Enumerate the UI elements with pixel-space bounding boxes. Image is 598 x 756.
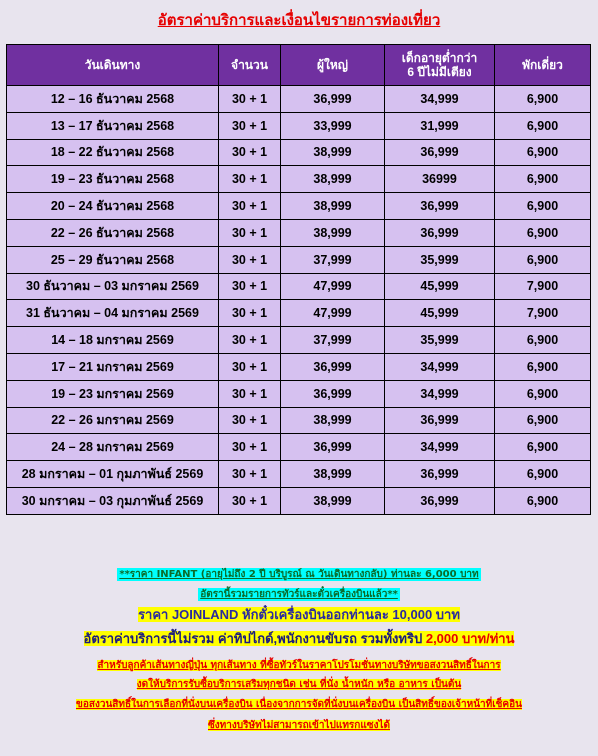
note-included <box>0 582 598 602</box>
note-tip-text: อัตราค่าบริการนี้ไม่รวม ค่าทิปไกด์,พนักงานขับรถ รวมทั้งทริป <box>83 631 423 646</box>
cell-single: 7,900 <box>495 273 591 300</box>
cell-child: 35,999 <box>385 327 495 354</box>
note-tip <box>0 628 598 649</box>
table-row <box>7 300 591 327</box>
cell-qty: 30 + 1 <box>219 219 281 246</box>
note-tip-highlight <box>84 631 515 646</box>
cell-child: 36,999 <box>385 487 495 514</box>
cell-date: 30 มกราคม – 03 กุมภาพันธ์ 2569 <box>7 487 219 514</box>
cell-child: 34,999 <box>385 380 495 407</box>
cell-qty: 30 + 1 <box>219 434 281 461</box>
cell-adult: 38,999 <box>281 139 385 166</box>
note-line5-text: สำหรับลูกค้าเส้นทางญี่ปุ่น ทุกเส้นทาง ที่ซื้อทัวร์ในราคาโปรโมชั่นทางบริษัทขอสงวนสิทธิ์ในการ <box>97 660 501 671</box>
cell-date: 14 – 18 มกราคม 2569 <box>7 327 219 354</box>
table-row <box>7 246 591 273</box>
table-row <box>7 112 591 139</box>
cell-single: 6,900 <box>495 246 591 273</box>
cell-child: 36,999 <box>385 407 495 434</box>
table-row <box>7 327 591 354</box>
table-body <box>7 86 591 515</box>
cell-single: 6,900 <box>495 86 591 113</box>
cell-child: 36999 <box>385 166 495 193</box>
cell-child: 35,999 <box>385 246 495 273</box>
header-qty: จำนวน <box>219 45 281 86</box>
note-joinland-text: ราคา JOINLAND หักตั๋วเครื่องบินออกท่านละ 10,000 บาท <box>138 607 460 622</box>
cell-date: 18 – 22 ธันวาคม 2568 <box>7 139 219 166</box>
note-line8 <box>0 718 598 733</box>
cell-qty: 30 + 1 <box>219 353 281 380</box>
table-row <box>7 353 591 380</box>
table-row <box>7 86 591 113</box>
note-line8-text: ซึ่งทางบริษัทไม่สามารถเข้าไปแทรกแซงได้ <box>208 720 390 731</box>
cell-qty: 30 + 1 <box>219 300 281 327</box>
cell-qty: 30 + 1 <box>219 166 281 193</box>
table-row <box>7 487 591 514</box>
table-row <box>7 380 591 407</box>
table-row <box>7 219 591 246</box>
cell-adult: 47,999 <box>281 273 385 300</box>
cell-single: 6,900 <box>495 487 591 514</box>
cell-adult: 36,999 <box>281 86 385 113</box>
cell-child: 36,999 <box>385 461 495 488</box>
cell-child: 45,999 <box>385 300 495 327</box>
header-child-line1: เด็กอายุต่ำกว่า <box>401 51 478 65</box>
table-row <box>7 193 591 220</box>
header-single: พักเดี่ยว <box>495 45 591 86</box>
cell-single: 6,900 <box>495 166 591 193</box>
cell-date: 19 – 23 มกราคม 2569 <box>7 380 219 407</box>
rates-table <box>6 44 591 515</box>
cell-adult: 38,999 <box>281 461 385 488</box>
table-header-row <box>7 45 591 86</box>
cell-single: 6,900 <box>495 353 591 380</box>
note-line6-text: งดให้บริการรับซื้อบริการเสริมทุกชนิด เช่น ที่นั่ง น้ำหนัก หรือ อาหาร เป็นต้น <box>136 679 462 690</box>
cell-adult: 47,999 <box>281 300 385 327</box>
table-row <box>7 461 591 488</box>
cell-date: 19 – 23 ธันวาคม 2568 <box>7 166 219 193</box>
cell-child: 34,999 <box>385 434 495 461</box>
cell-adult: 36,999 <box>281 353 385 380</box>
table-row <box>7 407 591 434</box>
cell-single: 6,900 <box>495 434 591 461</box>
cell-qty: 30 + 1 <box>219 112 281 139</box>
page-title: อัตราค่าบริการและเงื่อนไขรายการท่องเที่ยว <box>157 11 441 29</box>
cell-qty: 30 + 1 <box>219 246 281 273</box>
cell-date: 30 ธันวาคม – 03 มกราคม 2569 <box>7 273 219 300</box>
cell-date: 20 – 24 ธันวาคม 2568 <box>7 193 219 220</box>
cell-date: 12 – 16 ธันวาคม 2568 <box>7 86 219 113</box>
note-infant <box>0 562 598 582</box>
note-line5 <box>0 658 598 673</box>
cell-single: 6,900 <box>495 139 591 166</box>
cell-date: 31 ธันวาคม – 04 มกราคม 2569 <box>7 300 219 327</box>
header-adult: ผู้ใหญ่ <box>281 45 385 86</box>
cell-adult: 38,999 <box>281 166 385 193</box>
cell-child: 31,999 <box>385 112 495 139</box>
cell-child: 36,999 <box>385 193 495 220</box>
cell-adult: 38,999 <box>281 219 385 246</box>
cell-single: 6,900 <box>495 327 591 354</box>
cell-adult: 33,999 <box>281 112 385 139</box>
table-row <box>7 273 591 300</box>
cell-child: 36,999 <box>385 139 495 166</box>
note-included-text: อัตรานี้รวมรายการทัวร์และตั๋วเครื่องบินแล้ว** <box>200 589 398 600</box>
cell-date: 25 – 29 ธันวาคม 2568 <box>7 246 219 273</box>
cell-qty: 30 + 1 <box>219 327 281 354</box>
cell-adult: 37,999 <box>281 327 385 354</box>
cell-child: 36,999 <box>385 219 495 246</box>
note-infant-text: **ราคา INFANT (อายุไม่ถึง 2 ปี บริบูรณ์ ณ วันเดินทางกลับ) ท่านละ 6,000 บาท <box>119 569 479 580</box>
cell-qty: 30 + 1 <box>219 139 281 166</box>
cell-single: 6,900 <box>495 461 591 488</box>
cell-adult: 38,999 <box>281 193 385 220</box>
table-row <box>7 434 591 461</box>
table-row <box>7 139 591 166</box>
cell-date: 22 – 26 มกราคม 2569 <box>7 407 219 434</box>
note-tip-amount: 2,000 บาท/ท่าน <box>425 631 515 646</box>
note-line6 <box>0 677 598 692</box>
cell-qty: 30 + 1 <box>219 407 281 434</box>
cell-single: 6,900 <box>495 193 591 220</box>
cell-qty: 30 + 1 <box>219 487 281 514</box>
cell-qty: 30 + 1 <box>219 86 281 113</box>
cell-qty: 30 + 1 <box>219 193 281 220</box>
table-row <box>7 166 591 193</box>
cell-single: 6,900 <box>495 219 591 246</box>
cell-date: 24 – 28 มกราคม 2569 <box>7 434 219 461</box>
cell-qty: 30 + 1 <box>219 273 281 300</box>
header-child <box>385 45 495 86</box>
cell-qty: 30 + 1 <box>219 380 281 407</box>
cell-single: 7,900 <box>495 300 591 327</box>
header-child-line2: 6 ปีไม่มีเตียง <box>407 65 472 79</box>
cell-date: 17 – 21 มกราคม 2569 <box>7 353 219 380</box>
header-date: วันเดินทาง <box>7 45 219 86</box>
cell-adult: 38,999 <box>281 407 385 434</box>
cell-date: 22 – 26 ธันวาคม 2568 <box>7 219 219 246</box>
cell-single: 6,900 <box>495 112 591 139</box>
cell-child: 45,999 <box>385 273 495 300</box>
cell-date: 28 มกราคม – 01 กุมภาพันธ์ 2569 <box>7 461 219 488</box>
note-joinland <box>0 604 598 625</box>
cell-child: 34,999 <box>385 353 495 380</box>
cell-adult: 38,999 <box>281 487 385 514</box>
cell-child: 34,999 <box>385 86 495 113</box>
cell-single: 6,900 <box>495 407 591 434</box>
cell-single: 6,900 <box>495 380 591 407</box>
cell-adult: 36,999 <box>281 434 385 461</box>
note-line7-text: ขอสงวนสิทธิ์ในการเลือกที่นั่งบนเครื่องบิน เนื่องจากการจัดที่นั่งบนเครื่องบิน เป็นสิทธิ์ของเจ้าหน้าที่เช็คอิน <box>76 699 522 710</box>
cell-adult: 37,999 <box>281 246 385 273</box>
cell-qty: 30 + 1 <box>219 461 281 488</box>
cell-date: 13 – 17 ธันวาคม 2568 <box>7 112 219 139</box>
note-line7 <box>0 697 598 712</box>
cell-adult: 36,999 <box>281 380 385 407</box>
